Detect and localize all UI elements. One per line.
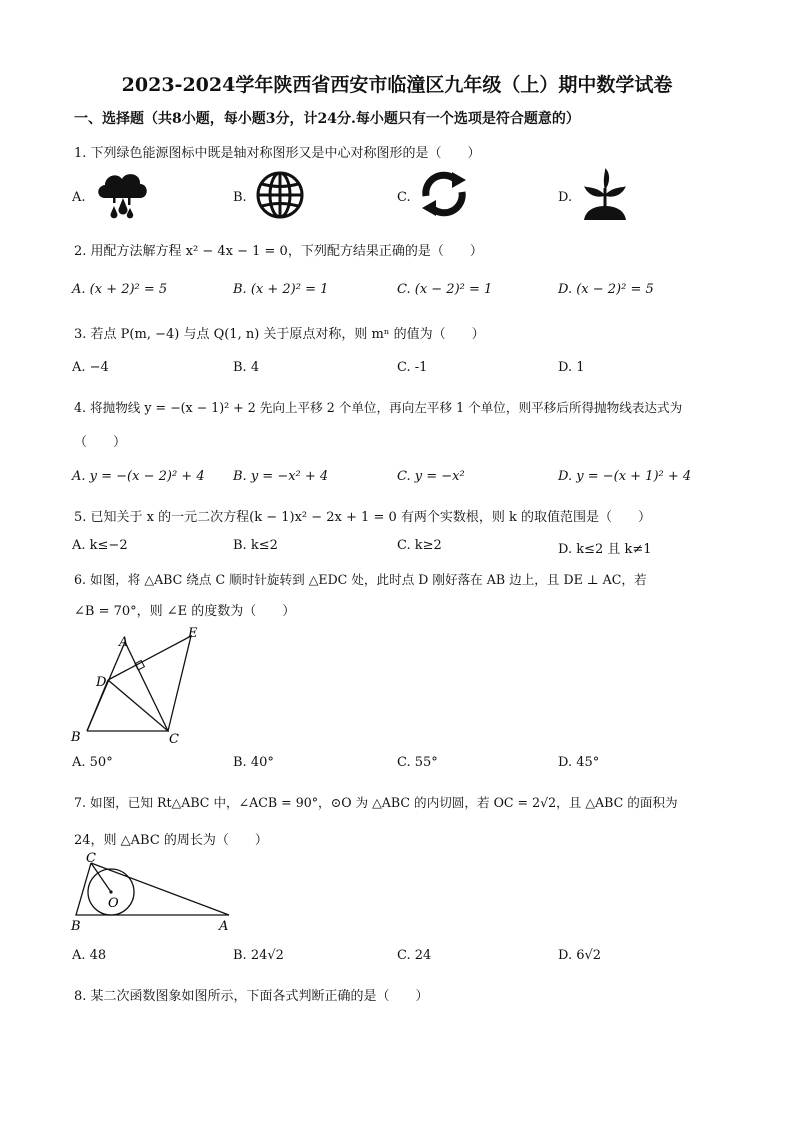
q2-option-a: A. (x + 2)² = 5	[72, 282, 168, 297]
q2-option-b: B. (x + 2)² = 1	[233, 282, 329, 297]
q7-option-d: D. 6√2	[558, 948, 602, 963]
q5-option-c: C. k≥2	[397, 538, 442, 553]
q3-option-b: B. 4	[233, 360, 260, 375]
question-2-text: 2. 用配方法解方程 x² − 4x − 1 = 0，下列配方结果正确的是（ ）	[74, 244, 483, 259]
sprout-icon	[580, 166, 630, 222]
label-a: A	[219, 919, 229, 934]
question-6-text-cont: ∠B = 70°，则 ∠E 的度数为（ ）	[74, 604, 296, 619]
q4-option-a: A. y = −(x − 2)² + 4	[72, 469, 205, 484]
q7-option-a: A. 48	[72, 948, 107, 963]
question-4-text: 4. 将抛物线 y = −(x − 1)² + 2 先向上平移 2 个单位，再向左平移 1 个单位，则平移后所得抛物线表达式为	[74, 400, 683, 415]
q6-option-d: D. 45°	[558, 755, 600, 770]
globe-icon	[255, 170, 305, 220]
triangle-abc-right	[76, 863, 229, 915]
q5-option-a: A. k≤−2	[72, 538, 128, 553]
question-5-text: 5. 已知关于 x 的一元二次方程(k − 1)x² − 2x + 1 = 0 有两个实数根，则 k 的取值范围是（ ）	[74, 510, 652, 525]
q2-option-c: C. (x − 2)² = 1	[397, 282, 493, 297]
question-4-text-cont: （ ）	[74, 435, 127, 450]
triangle-rotation-figure	[66, 624, 216, 748]
label-c: C	[169, 732, 179, 747]
question-6-text: 6. 如图，将 △ABC 绕点 C 顺时针旋转到 △EDC 处，此时点 D 刚好落在 AB 边上，且 DE ⊥ AC，若	[74, 572, 647, 587]
q1-option-b: B.	[233, 190, 247, 205]
label-b: B	[71, 730, 81, 745]
q5-option-b: B. k≤2	[233, 538, 278, 553]
q3-option-d: D. 1	[558, 360, 585, 375]
incircle-figure	[66, 848, 242, 934]
q1-option-c: C.	[397, 190, 411, 205]
q6-option-c: C. 55°	[397, 755, 438, 770]
label-a: A	[119, 635, 129, 650]
label-e: E	[188, 626, 198, 641]
label-o: O	[108, 896, 119, 911]
q4-option-b: B. y = −x² + 4	[233, 469, 329, 484]
section-heading: 一、选择题（共8小题，每小题3分，计24分.每小题只有一个选项是符合题意的）	[74, 111, 580, 127]
q4-option-c: C. y = −x²	[397, 469, 465, 484]
q3-option-a: A. −4	[72, 360, 109, 375]
q1-option-d: D.	[558, 190, 573, 205]
triangle-edc	[108, 636, 191, 731]
q7-option-c: C. 24	[397, 948, 432, 963]
q3-option-c: C. -1	[397, 360, 428, 375]
question-7-text: 7. 如图，已知 Rt△ABC 中，∠ACB = 90°，⊙O 为 △ABC 的内切圆，若 OC = 2√2，且 △ABC 的面积为	[74, 795, 678, 810]
q6-option-a: A. 50°	[72, 755, 113, 770]
q2-option-d: D. (x − 2)² = 5	[558, 282, 654, 297]
page-title: 2023-2024学年陕西省西安市临潼区九年级（上）期中数学试卷	[121, 74, 673, 96]
q7-option-b: B. 24√2	[233, 948, 284, 963]
label-c: C	[86, 851, 96, 866]
question-3-text: 3. 若点 P(m, −4) 与点 Q(1, n) 关于原点对称，则 mⁿ 的值为（ ）	[74, 327, 485, 342]
q4-option-d: D. y = −(x + 1)² + 4	[558, 469, 692, 484]
label-d: D	[96, 675, 107, 690]
question-8-text: 8. 某二次函数图象如图所示，下面各式判断正确的是（ ）	[74, 989, 429, 1004]
q5-option-d: D. k≤2 且 k≠1	[558, 542, 652, 557]
question-1-text: 1. 下列绿色能源图标中既是轴对称图形又是中心对称图形的是（ ）	[74, 146, 481, 161]
q6-option-b: B. 40°	[233, 755, 274, 770]
cloud-rain-icon	[93, 168, 151, 220]
label-b: B	[71, 919, 81, 934]
recycle-arrows-icon	[418, 168, 470, 220]
question-7-text-cont: 24，则 △ABC 的周长为（ ）	[74, 833, 268, 848]
q1-option-a: A.	[72, 190, 86, 205]
